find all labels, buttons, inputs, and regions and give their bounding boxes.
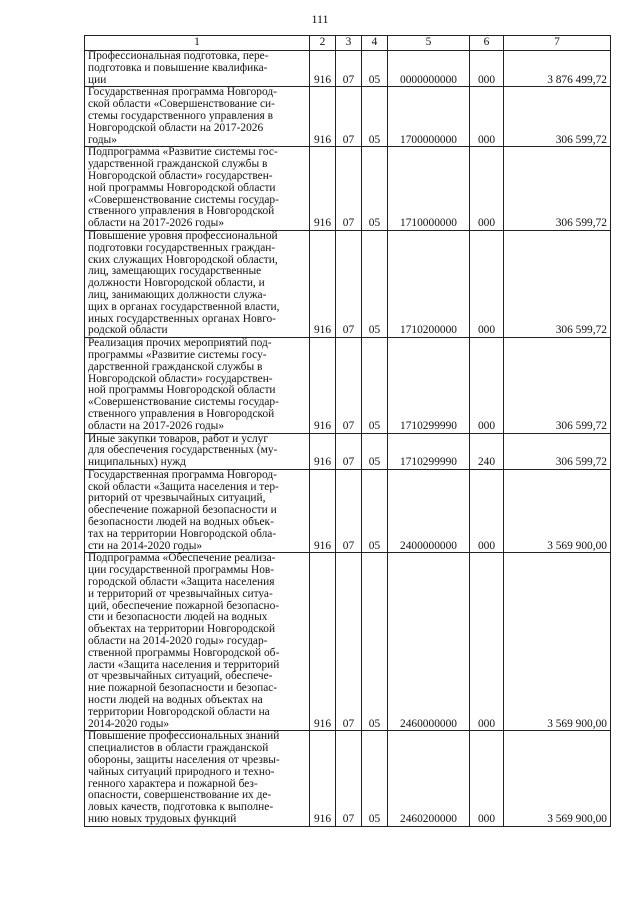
row-name-line: ности людей на водных объектах на — [88, 694, 263, 707]
row-name-line: Подпрограмма «Развитие системы гос- — [88, 146, 278, 159]
row-name-line: городской области «Защита населения — [88, 576, 275, 589]
row-name-line: щих в органах государственной власти, — [88, 300, 280, 313]
column-header: 2 — [310, 36, 336, 51]
ministry-code-cell: 916 — [310, 87, 336, 147]
section-code-cell: 07 — [336, 51, 362, 87]
section-code-cell: 07 — [336, 433, 362, 469]
ministry-code-cell: 916 — [310, 147, 336, 231]
row-name-line: Реализация прочих мероприятий под- — [88, 337, 272, 350]
expense-type-code-cell: 000 — [470, 51, 504, 87]
row-name-line: ций, обеспечение пожарной безопасно- — [88, 599, 280, 612]
amount-cell: 306 599,72 — [504, 87, 611, 147]
expense-type-code-cell: 000 — [470, 731, 504, 826]
column-header: 6 — [470, 36, 504, 51]
row-name-cell — [85, 87, 310, 147]
target-article-code-cell: 0000000000 — [388, 51, 470, 87]
ministry-code-cell: 916 — [310, 230, 336, 337]
row-name-line: тах на территории Новгородской обла- — [88, 527, 277, 540]
row-name-line: лиц, замещающих государственные — [88, 265, 262, 278]
row-name-cell — [85, 51, 310, 87]
expense-type-code-cell: 240 — [470, 433, 504, 469]
row-name-line: Новгородской области на 2017-2026 — [88, 121, 264, 134]
amount-cell: 3 876 499,72 — [504, 51, 611, 87]
amount-cell: 306 599,72 — [504, 230, 611, 337]
row-name-line: 2014-2020 годы» — [88, 717, 170, 730]
row-name-line: ции — [88, 73, 107, 86]
row-name-cell — [85, 731, 310, 826]
row-name-line: годы» — [88, 133, 117, 146]
row-name-line: ской области «Совершенствование си- — [88, 98, 275, 111]
row-name-line: Новгородской области» государствен- — [88, 169, 273, 182]
expense-type-code-cell: 000 — [470, 230, 504, 337]
row-name-cell — [85, 469, 310, 553]
row-name-line: Государственная программа Новгород- — [88, 86, 277, 99]
row-name-line: Иные закупки товаров, работ и услуг — [88, 432, 269, 445]
row-name-line: риторий от чрезвычайных ситуаций, — [88, 492, 266, 505]
row-name-line: опасности, совершенствование их де- — [88, 789, 272, 802]
amount-cell: 306 599,72 — [504, 338, 611, 433]
subsection-code-cell: 05 — [362, 87, 388, 147]
row-name-line: ной программы Новгородской области — [88, 181, 276, 194]
ministry-code-cell: 916 — [310, 731, 336, 826]
table-row — [85, 338, 611, 433]
table-body — [85, 51, 611, 827]
amount-cell: 306 599,72 — [504, 433, 611, 469]
table-row — [85, 87, 611, 147]
target-article-code-cell: 1700000000 — [388, 87, 470, 147]
row-name-line: Профессиональная подготовка, пере- — [88, 50, 269, 62]
expense-type-code-cell: 000 — [470, 87, 504, 147]
column-header: 5 — [388, 36, 470, 51]
row-name-cell — [85, 553, 310, 731]
row-name-line: сти на 2014-2020 годы» — [88, 539, 203, 552]
section-code-cell: 07 — [336, 553, 362, 731]
target-article-code-cell: 1710000000 — [388, 147, 470, 231]
target-article-code-cell: 2460000000 — [388, 553, 470, 731]
amount-cell: 3 569 900,00 — [504, 731, 611, 826]
column-header: 7 — [504, 36, 611, 51]
subsection-code-cell: 05 — [362, 433, 388, 469]
target-article-code-cell: 1710299990 — [388, 338, 470, 433]
table-row — [85, 433, 611, 469]
row-name-line: ударственной гражданской службы в — [88, 158, 268, 171]
row-name-line: подготовка и повышение квалифика- — [88, 61, 268, 74]
row-name-line: «Совершенствование системы государ- — [88, 396, 279, 409]
row-name-line: обороны, защиты населения от чрезвы- — [88, 754, 280, 767]
subsection-code-cell: 05 — [362, 51, 388, 87]
expense-type-code-cell: 000 — [470, 147, 504, 231]
subsection-code-cell: 05 — [362, 338, 388, 433]
section-code-cell: 07 — [336, 87, 362, 147]
expense-type-code-cell: 000 — [470, 469, 504, 553]
row-name-line: программы «Развитие системы госу- — [88, 348, 267, 361]
row-name-cell — [85, 230, 310, 337]
row-name-line: ловых качеств, подготовка к выполне- — [88, 801, 274, 814]
row-name-line: стемы государственного управления в — [88, 109, 273, 122]
row-name-line: лиц, занимающих должности служа- — [88, 288, 267, 301]
row-name-line: сти и безопасности людей на водных — [88, 611, 268, 624]
row-name-line: иных государственных органах Новго- — [88, 312, 276, 325]
row-name-line: генного характера и пожарной без- — [88, 777, 258, 790]
section-code-cell: 07 — [336, 469, 362, 553]
section-code-cell: 07 — [336, 338, 362, 433]
row-name-line: ласти «Защита населения и территорий — [88, 658, 280, 671]
row-name-line: ние пожарной безопасности и безопас- — [88, 682, 278, 695]
amount-cell: 3 569 900,00 — [504, 469, 611, 553]
row-name-line: «Совершенствование системы государ- — [88, 193, 279, 206]
row-name-line: Повышение профессиональных знаний — [88, 730, 280, 743]
row-name-line: и территорий от чрезвычайных ситуа- — [88, 587, 273, 600]
target-article-code-cell: 1710200000 — [388, 230, 470, 337]
ministry-code-cell: 916 — [310, 338, 336, 433]
row-name-line: Государственная программа Новгород- — [88, 468, 277, 481]
section-code-cell: 07 — [336, 230, 362, 337]
subsection-code-cell: 05 — [362, 469, 388, 553]
subsection-code-cell: 05 — [362, 230, 388, 337]
table-row — [85, 51, 611, 87]
row-name-line: безопасности людей на водных объек- — [88, 516, 274, 529]
row-name-line: Новгородской области» государствен- — [88, 372, 273, 385]
amount-cell: 3 569 900,00 — [504, 553, 611, 731]
row-name-line: ной программы Новгородской области — [88, 384, 276, 397]
column-header: 3 — [336, 36, 362, 51]
budget-table — [84, 35, 611, 827]
row-name-line: области на 2017-2026 годы» — [88, 217, 225, 230]
row-name-line: ственного управления в Новгородской — [88, 205, 275, 218]
ministry-code-cell: 916 — [310, 553, 336, 731]
row-name-line: чайных ситуаций природного и техно- — [88, 765, 275, 778]
row-name-cell — [85, 147, 310, 231]
row-name-line: ской области «Защита населения и тер- — [88, 480, 279, 493]
row-name-line: ственного управления в Новгородской — [88, 407, 275, 420]
row-name-line: объектах на территории Новгородской — [88, 623, 276, 636]
page-number: 111 — [311, 12, 329, 26]
row-name-line: ственной программы Новгородской об- — [88, 646, 280, 659]
row-name-line: от чрезвычайных ситуаций, обеспече- — [88, 670, 273, 683]
expense-type-code-cell: 000 — [470, 553, 504, 731]
row-name-line: Повышение уровня профессиональной — [88, 229, 278, 242]
section-code-cell: 07 — [336, 731, 362, 826]
row-name-line: ции государственной программы Нов- — [88, 564, 275, 577]
column-header: 1 — [85, 36, 310, 51]
table-row — [85, 147, 611, 231]
row-name-line: Подпрограмма «Обеспечение реализа- — [88, 552, 276, 565]
subsection-code-cell: 05 — [362, 731, 388, 826]
ministry-code-cell: 916 — [310, 469, 336, 553]
column-header: 4 — [362, 36, 388, 51]
table-row — [85, 230, 611, 337]
table-row — [85, 731, 611, 826]
row-name-line: родской области — [88, 324, 168, 337]
row-name-line: обеспечение пожарной безопасности и — [88, 504, 277, 517]
row-name-line: для обеспечения государственных (му- — [88, 444, 278, 457]
table-row — [85, 553, 611, 731]
target-article-code-cell: 1710299990 — [388, 433, 470, 469]
expense-type-code-cell: 000 — [470, 338, 504, 433]
row-name-line: дарственной гражданской службы в — [88, 360, 263, 373]
subsection-code-cell: 05 — [362, 147, 388, 231]
ministry-code-cell: 916 — [310, 433, 336, 469]
section-code-cell: 07 — [336, 147, 362, 231]
row-name-line: ских служащих Новгородской области, — [88, 253, 278, 266]
subsection-code-cell: 05 — [362, 553, 388, 731]
target-article-code-cell: 2460200000 — [388, 731, 470, 826]
table-row — [85, 469, 611, 553]
row-name-line: области на 2014-2020 годы» государ- — [88, 635, 268, 648]
row-name-cell — [85, 433, 310, 469]
row-name-line: территории Новгородской области на — [88, 705, 270, 718]
row-name-line: подготовки государственных граждан- — [88, 241, 276, 254]
row-name-line: специалистов в области гражданской — [88, 742, 269, 755]
amount-cell: 306 599,72 — [504, 147, 611, 231]
ministry-code-cell: 916 — [310, 51, 336, 87]
row-name-line: нию новых трудовых функций — [88, 813, 237, 825]
row-name-cell — [85, 338, 310, 433]
row-name-line: области на 2017-2026 годы» — [88, 419, 225, 432]
row-name-line: ниципальных) нужд — [88, 456, 186, 469]
table-header-row — [85, 36, 611, 51]
target-article-code-cell: 2400000000 — [388, 469, 470, 553]
row-name-line: должности Новгородской области, и — [88, 277, 265, 290]
